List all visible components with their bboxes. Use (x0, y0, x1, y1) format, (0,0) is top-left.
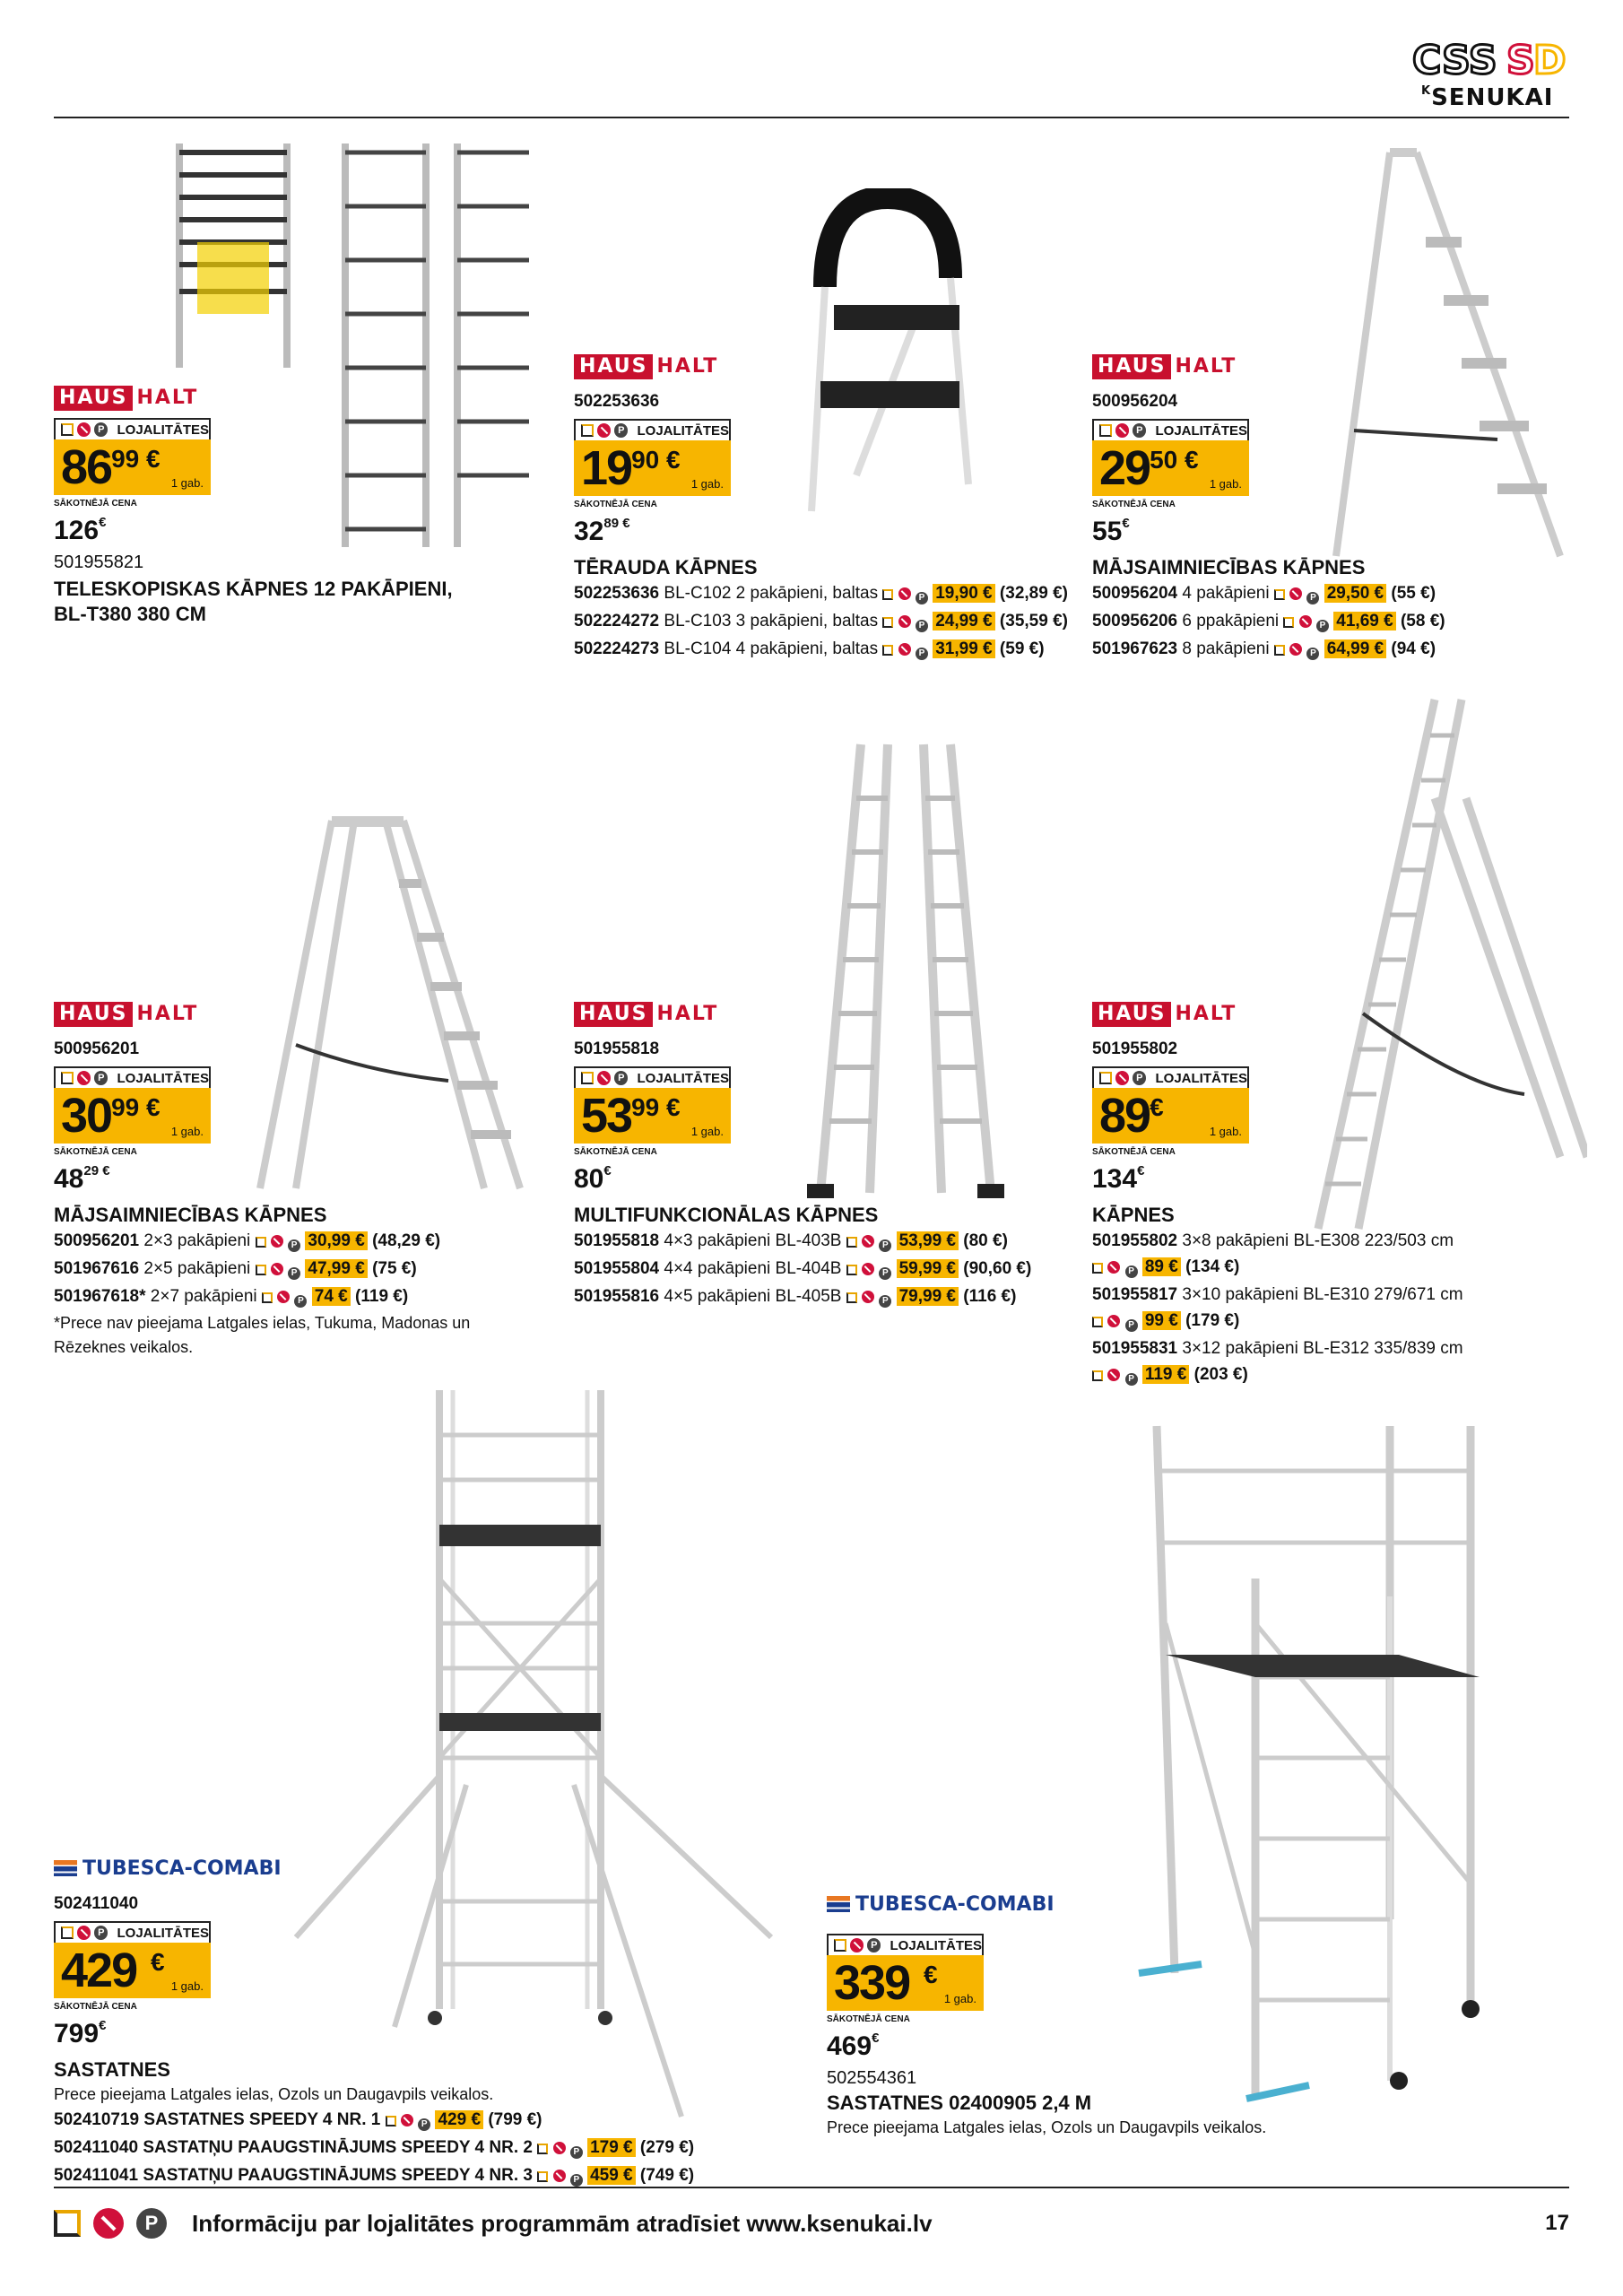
variant-row: 501955817 3×10 pakāpieni BL-E310 279/671 cm (1092, 1285, 1463, 1304)
variant-row: 501955818 4×3 pakāpieni BL-403B P 53,99 € (80 €) (574, 1228, 1076, 1256)
footer-text[interactable]: Informāciju par lojalitātes programmām atradīsiet www.ksenukai.lv (192, 2209, 933, 2237)
product-household-ladder[interactable] (1092, 354, 1594, 664)
product-scaffold-2-4m[interactable] (827, 1892, 1365, 2140)
p-circle-icon (94, 1071, 108, 1085)
original-price: $32^{89 €}$ (574, 516, 630, 546)
product-code: 502554361 (827, 2068, 917, 2088)
product-code: 500956201 (54, 1039, 140, 1058)
no-entry-icon (898, 643, 911, 656)
product-speedy-scaffold[interactable] (54, 1857, 789, 2190)
page-number: 17 (1545, 2211, 1569, 2235)
loyalty-bar (1092, 1066, 1249, 1088)
no-entry-icon (271, 1263, 283, 1275)
loyalty-square-icon (1099, 1072, 1112, 1084)
no-entry-icon (1115, 1071, 1129, 1085)
no-entry-icon (553, 2170, 566, 2182)
svg-text:S: S (1506, 38, 1535, 81)
variant-row: 502411040 SASTATŅU PAAUGSTINĀJUMS SPEEDY 4 NR. 2 P 179 € (279 €) (54, 2135, 789, 2162)
original-price-label: SĀKOTNĒJĀ CENA (574, 500, 657, 509)
loyalty-price: 86 99 € 1 gab. (54, 439, 211, 495)
loyalty-label: LOJALITĀTES (890, 1937, 982, 1953)
p-circle-icon (94, 422, 108, 437)
loyalty-square-icon (537, 2144, 548, 2154)
original-price-label: SĀKOTNĒJĀ CENA (1092, 500, 1176, 509)
variant-price-row: P 99 € (179 €) (1092, 1308, 1594, 1335)
loyalty-square-icon (61, 1926, 74, 1939)
product-code: 502253636 (574, 392, 660, 411)
original-price-label: SĀKOTNĒJĀ CENA (54, 1147, 137, 1157)
loyalty-price: 53 99 € 1 gab. (574, 1088, 731, 1144)
loyalty-square-icon (834, 1939, 846, 1952)
original-price: 126€ (54, 515, 107, 545)
loyalty-square-icon (581, 1072, 594, 1084)
p-circle-icon (916, 620, 928, 632)
no-entry-icon (1107, 1315, 1120, 1327)
product-title: MĀJSAIMNIECĪBAS KĀPNES (1092, 556, 1366, 578)
original-price: 469€ (827, 2031, 880, 2061)
loyalty-square-icon (882, 589, 893, 600)
product-telescopic-ladder[interactable] (54, 386, 457, 627)
logo-letters-graphic (1412, 38, 1569, 81)
haus-halt-logo: HAUS HALT (1092, 354, 1594, 379)
original-price-label: SĀKOTNĒJĀ CENA (827, 2014, 910, 2024)
availability-note: *Prece nav pieejama Latgales ielas, Tukuma, Madonas un Rēzeknes veikalos. (54, 1314, 471, 1356)
p-circle-icon (879, 1295, 891, 1308)
price-box (1092, 419, 1249, 496)
product-title: KĀPNES (1092, 1204, 1175, 1226)
no-entry-icon (277, 1291, 290, 1303)
loyalty-bar (574, 1066, 731, 1088)
price-box (54, 1066, 211, 1144)
loyalty-price: 429 € 1 gab. (54, 1943, 211, 1998)
p-circle-icon (570, 2174, 583, 2187)
tubesca-stripes-icon (54, 1860, 77, 1876)
product-title: TELESKOPISKAS KĀPNES 12 PAKĀPIENI, BL-T380 380 CM (54, 578, 453, 625)
product-title: SASTATNES (54, 2058, 170, 2081)
original-price: 80€ (574, 1163, 612, 1194)
loyalty-price: 19 90 € 1 gab. (574, 440, 731, 496)
haus-halt-logo: HAUS HALT (574, 354, 1076, 379)
no-entry-icon (1115, 423, 1129, 438)
p-circle-icon (1125, 1373, 1138, 1386)
variant-row: 501955804 4×4 pakāpieni BL-404B P 59,99 € (90,60 €) (574, 1256, 1076, 1283)
p-circle-icon (570, 2146, 583, 2159)
price-box (54, 1921, 211, 1998)
no-entry-icon (77, 422, 91, 437)
loyalty-bar (54, 1921, 211, 1943)
variant-row: 502410719 SASTATNES SPEEDY 4 NR. 1 P 429 € (799 €) (54, 2107, 789, 2135)
loyalty-price: 89 € 1 gab. (1092, 1088, 1249, 1144)
product-code: 500956204 (1092, 392, 1178, 411)
p-circle-icon (1316, 620, 1329, 632)
original-price: 134€ (1092, 1163, 1145, 1194)
loyalty-bar (574, 419, 731, 440)
tubesca-comabi-logo: TUBESCA-COMABI (827, 1892, 1055, 1918)
original-price: $48^{29 €}$ (54, 1163, 110, 1194)
product-code: 501955818 (574, 1039, 660, 1058)
loyalty-square-icon (54, 2210, 81, 2237)
product-code: 502411040 (54, 1894, 139, 1913)
loyalty-label: LOJALITĀTES (637, 422, 729, 439)
product-household-ladder-double[interactable] (54, 1002, 556, 1360)
original-price-label: SĀKOTNĒJĀ CENA (1092, 1147, 1176, 1157)
p-circle-icon (136, 2208, 167, 2239)
loyalty-square-icon (256, 1237, 266, 1248)
loyalty-square-icon (1274, 645, 1285, 656)
variant-row: 501955802 3×8 pakāpieni BL-E308 223/503 cm (1092, 1231, 1454, 1250)
original-price: 55€ (1092, 516, 1130, 546)
loyalty-square-icon (1092, 1263, 1103, 1274)
loyalty-square-icon (846, 1292, 857, 1303)
price-box (574, 419, 731, 496)
no-entry-icon (401, 2114, 413, 2126)
loyalty-square-icon (262, 1292, 273, 1303)
p-circle-icon (916, 592, 928, 604)
loyalty-square-icon (1283, 617, 1294, 628)
loyalty-bar (827, 1934, 984, 1955)
original-price-label: SĀKOTNĒJĀ CENA (54, 2002, 137, 2012)
no-entry-icon (850, 1938, 864, 1952)
loyalty-label: LOJALITĀTES (117, 422, 209, 438)
p-circle-icon (94, 1926, 108, 1940)
loyalty-bar (1092, 419, 1249, 440)
loyalty-square-icon (1274, 589, 1285, 600)
p-circle-icon (1306, 592, 1319, 604)
availability-note: Prece pieejama Latgales ielas, Ozols un Daugavpils veikalos. (827, 2118, 1267, 2136)
p-circle-icon (288, 1239, 300, 1252)
price-box (574, 1066, 731, 1144)
loyalty-square-icon (581, 424, 594, 437)
variant-row: 501967618* 2×7 pakāpieni P 74 € (119 €) (54, 1283, 556, 1311)
variant-row: 500956201 2×3 pakāpieni P 30,99 € (48,29 €) (54, 1228, 556, 1256)
no-entry-icon (1289, 587, 1302, 600)
no-entry-icon (862, 1291, 874, 1303)
logo-subtitle: $^K$SENUKAI (1421, 84, 1554, 111)
product-code: 501955821 (54, 552, 144, 572)
no-entry-icon (898, 587, 911, 600)
product-multifunctional-ladder[interactable] (574, 1002, 1076, 1311)
loyalty-square-icon (846, 1237, 857, 1248)
footer-divider (54, 2187, 1569, 2188)
product-extension-ladder[interactable] (1092, 1002, 1594, 1389)
p-circle-icon (294, 1295, 307, 1308)
no-entry-icon (77, 1926, 91, 1940)
p-circle-icon (614, 1071, 628, 1085)
loyalty-square-icon (256, 1265, 266, 1275)
variant-row: 502411041 SASTATŅU PAAUGSTINĀJUMS SPEEDY 4 NR. 3 P 459 € (749 €) (54, 2162, 789, 2190)
loyalty-bar (54, 418, 211, 439)
ksenukai-logo[interactable] (1412, 38, 1569, 109)
loyalty-square-icon (61, 1072, 74, 1084)
no-entry-icon (1299, 615, 1312, 628)
price-box (54, 418, 211, 495)
variant-price-row: P 89 € (134 €) (1092, 1254, 1594, 1282)
loyalty-bar (54, 1066, 211, 1088)
loyalty-square-icon (882, 645, 893, 656)
p-circle-icon (1125, 1265, 1138, 1278)
haus-halt-logo: HAUS HALT (574, 1002, 1076, 1027)
no-entry-icon (1289, 643, 1302, 656)
svg-text:D: D (1533, 38, 1567, 81)
loyalty-price: 339 € 1 gab. (827, 1955, 984, 2011)
p-circle-icon (1133, 1071, 1146, 1085)
variant-row: 501955816 4×5 pakāpieni BL-405B P 79,99 € (116 €) (574, 1283, 1076, 1311)
loyalty-label: LOJALITĀTES (1155, 422, 1247, 439)
haus-halt-logo: HAUS HALT (1092, 1002, 1594, 1027)
no-entry-icon (553, 2142, 566, 2154)
no-entry-icon (1107, 1369, 1120, 1381)
no-entry-icon (898, 615, 911, 628)
variant-row: 500956206 6 ppakāpieni P 41,69 € (58 €) (1092, 608, 1594, 636)
no-entry-icon (597, 423, 611, 438)
loyalty-square-icon (61, 423, 74, 436)
price-box (827, 1934, 984, 2011)
product-code: 501955802 (1092, 1039, 1178, 1058)
loyalty-label: LOJALITĀTES (117, 1925, 209, 1941)
loyalty-square-icon (1092, 1317, 1103, 1327)
p-circle-icon (1306, 648, 1319, 660)
no-entry-icon (93, 2208, 124, 2239)
loyalty-square-icon (537, 2171, 548, 2182)
loyalty-square-icon (1092, 1370, 1103, 1381)
variant-row: 501967616 2×5 pakāpieni P 47,99 € (75 €) (54, 1256, 556, 1283)
p-circle-icon (879, 1267, 891, 1280)
product-title: TĒRAUDA KĀPNES (574, 556, 758, 578)
product-title: SASTATNES 02400905 2,4 M (827, 2092, 1092, 2114)
haus-halt-logo: HAUS HALT (54, 386, 457, 411)
loyalty-square-icon (846, 1265, 857, 1275)
p-circle-icon (916, 648, 928, 660)
loyalty-label: LOJALITĀTES (117, 1070, 209, 1086)
loyalty-square-icon (386, 2116, 396, 2126)
loyalty-square-icon (882, 617, 893, 628)
tubesca-stripes-icon (827, 1896, 850, 1912)
loyalty-price: 29 50 € 1 gab. (1092, 440, 1249, 496)
footer-loyalty-info (54, 2208, 933, 2239)
header-divider (54, 117, 1569, 118)
original-price-label: SĀKOTNĒJĀ CENA (54, 499, 137, 509)
product-title: MULTIFUNKCIONĀLAS KĀPNES (574, 1204, 879, 1226)
loyalty-square-icon (1099, 424, 1112, 437)
svg-text:CSS: CSS (1412, 38, 1497, 81)
no-entry-icon (597, 1071, 611, 1085)
tubesca-comabi-logo: TUBESCA-COMABI (54, 1857, 282, 1882)
loyalty-label: LOJALITĀTES (637, 1070, 729, 1086)
variant-row: 501955831 3×12 pakāpieni BL-E312 335/839 cm (1092, 1339, 1463, 1358)
loyalty-label: LOJALITĀTES (1155, 1070, 1247, 1086)
no-entry-icon (271, 1235, 283, 1248)
variant-row: 500956204 4 pakāpieni P 29,50 € (55 €) (1092, 580, 1594, 608)
original-price-label: SĀKOTNĒJĀ CENA (574, 1147, 657, 1157)
variant-price-row: P 119 € (203 €) (1092, 1361, 1594, 1389)
no-entry-icon (862, 1235, 874, 1248)
variant-row: 502253636 BL-C102 2 pakāpieni, baltas P 19,90 € (32,89 €) (574, 580, 1076, 608)
p-circle-icon (614, 423, 628, 438)
haus-halt-logo: HAUS HALT (54, 1002, 556, 1027)
variant-row: 502224272 BL-C103 3 pakāpieni, baltas P 24,99 € (35,59 €) (574, 608, 1076, 636)
no-entry-icon (77, 1071, 91, 1085)
p-circle-icon (418, 2118, 430, 2131)
original-price: 799€ (54, 2018, 107, 2048)
no-entry-icon (862, 1263, 874, 1275)
p-circle-icon (1133, 423, 1146, 438)
variant-row: 502224273 BL-C104 4 pakāpieni, baltas P 31,99 € (59 €) (574, 636, 1076, 664)
loyalty-price: 30 99 € 1 gab. (54, 1088, 211, 1144)
product-title: MĀJSAIMNIECĪBAS KĀPNES (54, 1204, 327, 1226)
p-circle-icon (867, 1938, 881, 1952)
availability-note: Prece pieejama Latgales ielas, Ozols un Daugavpils veikalos. (54, 2085, 494, 2103)
no-entry-icon (1107, 1261, 1120, 1274)
p-circle-icon (879, 1239, 891, 1252)
price-box (1092, 1066, 1249, 1144)
variant-row: 501967623 8 pakāpieni P 64,99 € (94 €) (1092, 636, 1594, 664)
p-circle-icon (1125, 1319, 1138, 1332)
p-circle-icon (288, 1267, 300, 1280)
product-steel-step-ladder[interactable] (574, 354, 1076, 664)
